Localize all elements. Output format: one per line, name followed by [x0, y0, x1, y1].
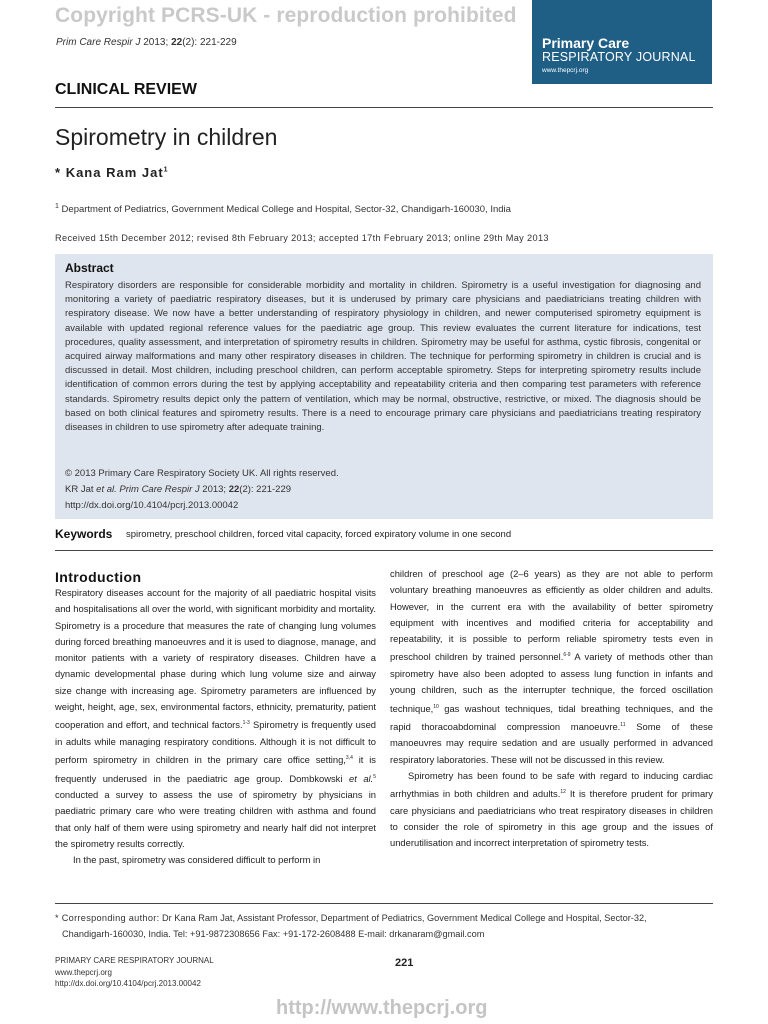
text-run: Spirometry is frequently used in adults while managing respiratory conditions. Although it is not difficult to perform spirometry in children in the primary care office setting,	[55, 719, 377, 766]
text-run: conducted a survey to assess the use of spirometry by physicians in paediatric primary care who were treating children with asthma and found that only half of them were using spirometry and nearly half did not interpret the spirometry results correctly.	[55, 788, 376, 849]
footer-website-link[interactable]: www.thepcrj.org	[55, 968, 112, 977]
reference-sup: 3,4	[345, 755, 353, 762]
citation-issue-pages: (2): 221-229	[182, 37, 237, 48]
correspondence-line-2: Chandigarh-160030, India. Tel: +91-9872308656 Fax: +91-172-2608488 E-mail: drkanaram@gmail.com	[62, 929, 485, 939]
divider	[55, 903, 713, 904]
correspondence-text: Dr Kana Ram Jat, Assistant Professor, Department of Pediatrics, Government Medical College and Hospital, Sector-32,	[159, 913, 647, 923]
citation-year: 2013;	[143, 37, 169, 48]
text-run: it is frequently underused in the paediatric age group. Dombkowski	[55, 754, 376, 784]
journal-logo[interactable]	[532, 0, 712, 84]
body-column-right	[390, 566, 713, 852]
cite-year: 2013;	[199, 484, 229, 495]
divider	[55, 107, 713, 108]
text-run: children of preschool age (2–6 years) as they are not able to perform voluntary breathing manoeuvres as efficiently as older children and adults. However, in the current era with the availability of better spirometry equipment with incentives and modified criteria for acceptability and repeatability, it is possible to perform reliable spirometry tests even in preschool children by trained personnel.	[390, 568, 713, 663]
corresponding-marker: *	[55, 165, 62, 180]
affiliation	[55, 203, 511, 215]
text-run: A variety of methods other than spirometry have also been adopted to assess lung function in infants and young children, such as the interrupter technique, the forced oscillation technique,	[390, 651, 713, 714]
text-run: Spirometry has been found to be safe with regard to inducing cardiac arrhythmias in both children and adults.	[390, 769, 713, 800]
paragraph	[390, 768, 713, 852]
citation-volume: 22	[171, 37, 183, 48]
text-run: gas washout techniques, tidal breathing techniques, and the rapid thoracoabdominal compression manoeuvre.	[390, 702, 713, 733]
text-run: It is therefore prudent for primary care physicians and paediatricians who treat respiratory diseases in children to consider the role of spirometry in this age group and the issues of underutilisation and incorrect interpretation of spirometry tests.	[390, 788, 713, 849]
abstract-doi-link[interactable]: http://dx.doi.org/10.4104/pcrj.2013.00042	[65, 500, 239, 511]
abstract-citation	[65, 484, 291, 495]
cite-volume: 22	[228, 484, 240, 495]
text-run: Some of these manoeuvres may require sedation and are usually performed in advanced respiratory laboratories. These will not be discussed in this review.	[390, 721, 714, 765]
abstract-box	[55, 254, 713, 519]
footer-journal-name: PRIMARY CARE RESPIRATORY JOURNAL	[55, 956, 214, 965]
introduction-heading: Introduction	[55, 569, 142, 585]
logo-line-primary-care: Primary Care	[542, 35, 630, 51]
divider	[55, 550, 713, 551]
received-dates: Received 15th December 2012; revised 8th February 2013; accepted 17th February 2013; online 29th May 2013	[55, 233, 549, 243]
reference-sup: 1-3	[242, 720, 250, 727]
cite-author: KR Jat	[65, 484, 97, 495]
journal-citation	[56, 37, 237, 48]
affiliation-text: Department of Pediatrics, Government Medical College and Hospital, Sector-32, Chandigarh-160030, India	[61, 204, 511, 216]
cite-journal: Prim Care Respir J	[116, 484, 200, 495]
logo-website: www.thepcrj.org	[542, 67, 589, 74]
abstract-copyright: © 2013 Primary Care Respiratory Society UK. All rights reserved.	[65, 468, 339, 479]
logo-line-respiratory-journal: RESPIRATORY JOURNAL	[542, 50, 696, 64]
section-label: CLINICAL REVIEW	[55, 81, 197, 98]
citation-journal: Prim Care Respir J	[56, 37, 141, 48]
reference-sup: 6-9	[563, 652, 571, 659]
reference-sup: 11	[620, 721, 626, 728]
copyright-banner: Copyright PCRS-UK - reproduction prohibited	[55, 4, 517, 27]
correspondence-line-1	[55, 910, 713, 926]
cite-rest: (2): 221-229	[239, 484, 292, 495]
reference-sup: 5	[373, 773, 377, 780]
page-number: 221	[395, 957, 414, 969]
body-column-left	[55, 585, 376, 868]
abstract-body: Respiratory disorders are responsible for considerable morbidity and mortality in children. Spirometry is a useful investigation for diagnosing and monitoring a variety of paediatric respiratory diseases, but it is underused by primary care physicians and paediatricians treating children with respiratory disease. We now have a better understanding of respiratory physiology in children, and newer computerised spirometry equipment is available with updated regional reference values for the paediatric age group. This review evaluates the current literature for indications, test procedures, quality assessment, and interpretation of spirometry results in children. Spirometry may be useful for asthma, cystic fibrosis, congenital or acquired airway malformations and many other respiratory diseases in children. The technique for performing spirometry in children is crucial and is discussed in detail. Most children, including preschool children, can perform acceptable spirometry. Steps for interpreting spirometry results include identification of common errors during the test by applying acceptability and repeatability criteria and then comparing test parameters with reference standards. Spirometry results depict only the pattern of ventilation, which may be normal, obstructive, restrictive, or mixed. The diagnosis should be based on both clinical features and spirometry results. There is a need to encourage primary care physicians and paediatricians treating respiratory diseases in children to use spirometry after adequate training.	[65, 280, 701, 434]
keywords-text: spirometry, preschool children, forced vital capacity, forced expiratory volume in one second	[126, 529, 512, 540]
paragraph	[390, 566, 713, 768]
reference-sup: 12	[560, 789, 566, 796]
keywords-heading: Keywords	[55, 527, 113, 541]
author-line	[55, 165, 169, 180]
paragraph: In the past, spirometry was considered difficult to perform in	[73, 854, 321, 866]
text-run: Respiratory diseases account for the majority of all paediatric hospital visits and hospitalisations all over the world, with significant morbidity and mortality. Spirometry is a procedure that measures the rate of changing lung volumes during forced breathing manoeuvres and it is used to diagnose, manage, and monitor patients with a variety of respiratory diseases. Children have a dynamic developmental phase during which lung volume size and airway size change with increasing age. Spirometry parameters are influenced by weight, height, age, sex, environmental factors, ethnicity, prematurity, patient cooperation and effort, and technical factors.	[55, 587, 376, 731]
url-watermark: http://www.thepcrj.org	[276, 997, 488, 1019]
reference-sup: 10	[433, 703, 439, 710]
footer-doi-link[interactable]: http://dx.doi.org/10.4104/pcrj.2013.00042	[55, 979, 201, 988]
author-name: Kana Ram Jat	[65, 165, 164, 180]
article-title: Spirometry in children	[55, 124, 278, 150]
abstract-heading: Abstract	[65, 261, 114, 275]
author-affiliation-ref: 1	[163, 166, 169, 174]
paragraph	[55, 585, 376, 852]
correspondence-label: * Corresponding author:	[55, 913, 160, 923]
affiliation-number: 1	[55, 203, 59, 210]
text-run: et al.	[348, 772, 374, 784]
cite-etal: et al.	[96, 484, 117, 495]
correspondence-note	[55, 910, 713, 942]
